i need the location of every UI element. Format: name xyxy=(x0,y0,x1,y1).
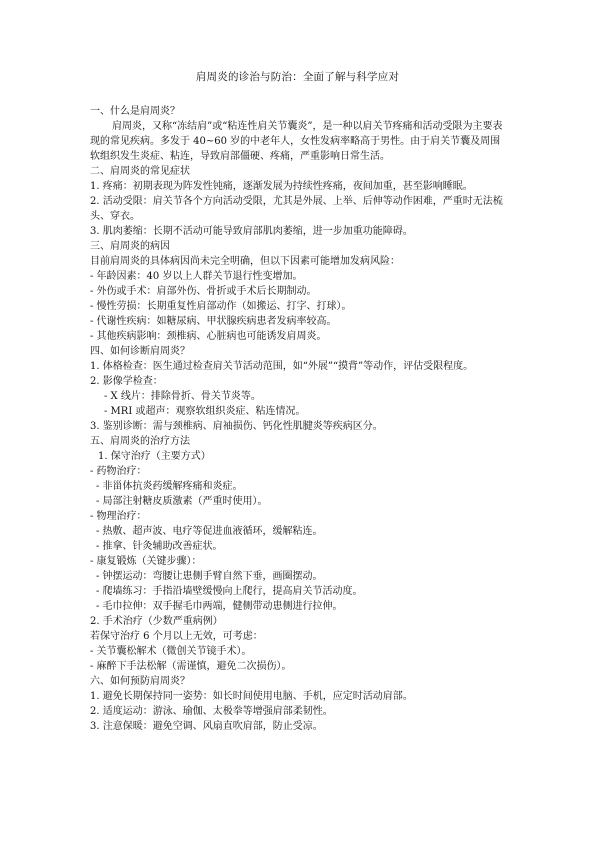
document-title: 肩周炎的诊治与防治：全面了解与科学应对 xyxy=(195,71,400,83)
list-item: - 物理治疗： xyxy=(90,511,147,522)
list-item: - 局部注射糖皮质激素（严重时使用）。 xyxy=(96,496,268,507)
list-item: - 钟摆运动：弯腰让患侧手臂自然下垂，画圈摆动。 xyxy=(96,571,323,582)
section-heading-6: 六、如何预防肩周炎？ xyxy=(90,676,190,687)
list-item: 3. 注意保暖：避免空调、风扇直吹肩部，防止受凉。 xyxy=(90,721,323,732)
list-item: - MRI 或超声：观察软组织炎症、粘连情况。 xyxy=(104,406,306,417)
section-heading-2: 二、肩周炎的常见症状 xyxy=(90,166,190,177)
paragraph-definition: 肩周炎，又称“冻结肩”或“粘连性肩关节囊炎”，是一种以肩关节疼痛和活动受限为主要表现的常见疾病。多发于 40~60 岁的中老年人，女性发病率略高于男性。由于肩关节囊及周围软组织发生炎症、粘连，导致肩部僵硬、疼痛，严重影响日常生活。 xyxy=(90,121,503,162)
list-item: 2. 手术治疗（少数严重病例） xyxy=(90,616,223,627)
list-item: - X 线片：排除骨折、骨关节炎等。 xyxy=(104,391,261,402)
list-item: 2. 适度运动：游泳、瑜伽、太极拳等增强肩部柔韧性。 xyxy=(90,706,333,717)
list-item: - 热敷、超声波、电疗等促进血液循环，缓解粘连。 xyxy=(96,526,323,537)
section-heading-3: 三、肩周炎的病因 xyxy=(90,241,170,252)
section-heading-5: 五、肩周炎的治疗方法 xyxy=(90,436,190,447)
list-item: - 关节囊松解术（微创关节镜手术）。 xyxy=(90,646,252,657)
list-item: - 代谢性疾病：如糖尿病、甲状腺疾病患者发病率较高。 xyxy=(90,316,337,327)
list-item: 1. 避免长期保持同一姿势：如长时间使用电脑、手机，应定时活动肩部。 xyxy=(90,691,413,702)
paragraph-intro: 目前肩周炎的具体病因尚未完全明确，但以下因素可能增加发病风险： xyxy=(90,256,400,267)
list-item: - 爬墙练习：手指沿墙壁缓慢向上爬行，提高肩关节活动度。 xyxy=(96,586,363,597)
list-item: 1. 疼痛：初期表现为阵发性钝痛，逐渐发展为持续性疼痛，夜间加重，甚至影响睡眠。 xyxy=(90,181,473,192)
paragraph-intro: 若保守治疗 6 个月以上无效，可考虑： xyxy=(90,631,263,642)
document-body xyxy=(90,104,510,734)
section-heading-1: 一、什么是肩周炎？ xyxy=(90,106,180,117)
list-item: - 慢性劳损：长期重复性肩部动作（如搬运、打字、打球）。 xyxy=(90,301,352,312)
list-item: - 推拿、针灸辅助改善症状。 xyxy=(96,541,223,552)
list-item: 3. 鉴别诊断：需与颈椎病、肩袖损伤、钙化性肌腱炎等疾病区分。 xyxy=(90,421,383,432)
list-item: 1. 保守治疗（主要方式） xyxy=(98,451,211,462)
list-item: - 外伤或手术：肩部外伤、骨折或手术后长期制动。 xyxy=(90,286,317,297)
list-item: - 康复锻炼（关键步骤）： xyxy=(90,556,202,567)
list-item: 3. 肌肉萎缩：长期不活动可能导致肩部肌肉萎缩，进一步加重功能障碍。 xyxy=(90,226,413,237)
list-item: 1. 体格检查：医生通过检查肩关节活动范围，如“外展”“摸背”等动作，评估受限程度。 xyxy=(90,361,474,372)
list-item: - 非甾体抗炎药缓解疼痛和炎症。 xyxy=(96,481,243,492)
list-item: 2. 影像学检查： xyxy=(90,376,163,387)
list-item: - 毛巾拉伸：双手握毛巾两端，健侧带动患侧进行拉伸。 xyxy=(96,601,343,612)
list-item: - 药物治疗： xyxy=(90,466,147,477)
section-heading-4: 四、如何诊断肩周炎？ xyxy=(90,346,190,357)
list-item: - 麻醉下手法松解（需谨慎，避免二次损伤）。 xyxy=(90,661,292,672)
list-item: - 其他疾病影响：颈椎病、心脏病也可能诱发肩周炎。 xyxy=(90,331,327,342)
list-item: 2. 活动受限：肩关节各个方向活动受限，尤其是外展、上举、后伸等动作困难，严重时无法梳头、穿衣。 xyxy=(90,196,503,222)
list-item: - 年龄因素：40 岁以上人群关节退行性变增加。 xyxy=(90,271,303,282)
